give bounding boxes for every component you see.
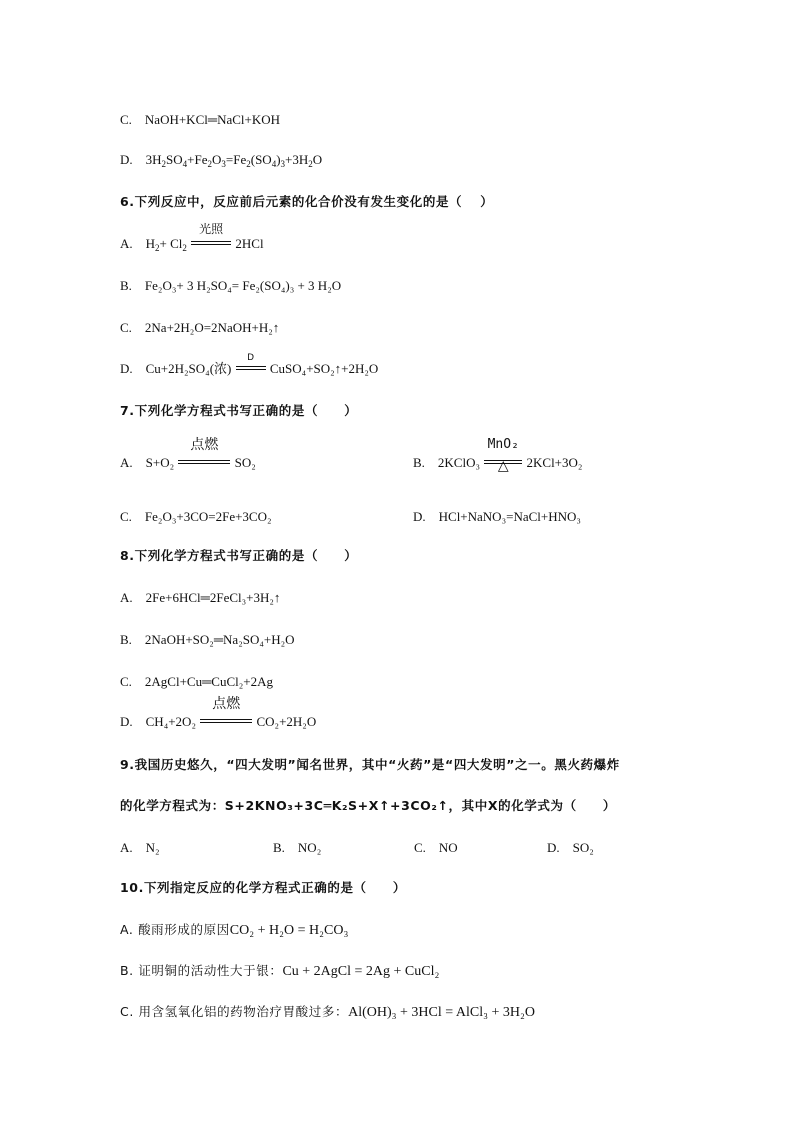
option-text: A. S+O₂ xyxy=(120,455,175,470)
option-7d: D. HCl+NaNO₃=NaCl+HNO₃ xyxy=(413,509,581,524)
subscript: 3 xyxy=(280,159,286,169)
subscript: 2 xyxy=(182,243,187,253)
condition-label: 光照 xyxy=(199,222,224,236)
subscript: 2 xyxy=(161,159,167,169)
option-text: CuSO₄+SO₂↑+2H₂O xyxy=(269,361,379,376)
option-7c: C. Fe₂O₃+3CO=2Fe+3CO₂ xyxy=(120,509,272,524)
option-6c: C. 2Na+2H₂O=2NaOH+H₂↑ xyxy=(120,320,280,335)
option-9c: C. NO xyxy=(414,840,458,855)
question-8-stem: 8.下列化学方程式书写正确的是（ ） xyxy=(120,548,358,563)
equals-arrow xyxy=(178,460,230,464)
catalyst-label: MnO₂ xyxy=(487,437,519,452)
equation: Cu + 2AgCl = 2Ag + CuCl₂ xyxy=(282,964,440,979)
option-text: +3H xyxy=(285,152,309,167)
option-8d xyxy=(120,696,317,730)
question-9-stem-line1: 9.我国历史悠久，“四大发明”闻名世界，其中“火药”是“四大发明”之一。黑火药爆炸 xyxy=(120,757,620,772)
option-text: ) xyxy=(276,152,281,167)
subscript: 4 xyxy=(271,159,277,169)
subscript: 2 xyxy=(308,159,313,169)
option-text: O xyxy=(212,152,222,167)
option-5d xyxy=(120,152,322,168)
option-8b: B. 2NaOH+SO₂═Na₂SO₄+H₂O xyxy=(120,632,295,647)
option-6a xyxy=(120,222,264,253)
question-7-stem: 7.下列化学方程式书写正确的是（ ） xyxy=(120,403,358,418)
equation: CO₂ + H₂O = H₂CO₃ xyxy=(229,923,349,938)
option-10c xyxy=(120,1004,535,1021)
option-9d: D. SO₂ xyxy=(547,840,594,855)
question-6-stem: 6.下列反应中，反应前后元素的化合价没有发生变化的是（ ） xyxy=(120,194,494,209)
option-text: D. Cu+2H₂SO₄(浓) xyxy=(120,361,232,376)
option-6b: B. Fe₂O₃+ 3 H₂SO₄= Fe₂(SO₄)₃ + 3 H₂O xyxy=(120,278,342,293)
subscript: 2 xyxy=(246,159,251,169)
heat-label: △ xyxy=(497,459,509,474)
option-text: 2HCl xyxy=(235,236,264,251)
subscript: 2 xyxy=(207,159,212,169)
reaction-condition xyxy=(236,353,266,377)
option-text: SO₂ xyxy=(234,455,256,470)
option-text: D. CH₄+2O₂ xyxy=(120,714,196,729)
equals-arrow xyxy=(200,719,252,723)
condition-label: 点燃 xyxy=(190,437,219,453)
question-10-stem: 10.下列指定反应的化学方程式正确的是（ ） xyxy=(120,880,406,895)
option-text: C. NaOH+KCl═NaCl+KOH xyxy=(120,112,281,127)
option-text: A. 酸雨形成的原因 xyxy=(120,922,230,937)
option-text: C. 用含氢氧化铝的药物治疗胃酸过多： xyxy=(120,1004,349,1019)
option-5c xyxy=(120,112,280,128)
option-10a xyxy=(120,922,348,939)
reaction-condition xyxy=(191,222,231,252)
option-text: B. 2KClO₃ xyxy=(413,455,481,470)
option-text: =Fe xyxy=(225,152,247,167)
option-8c: C. 2AgCl+Cu═CuCl₂+2Ag xyxy=(120,674,274,689)
option-text: D. 3H xyxy=(120,152,162,167)
option-text: O xyxy=(312,152,323,167)
option-text: A. H xyxy=(120,236,156,251)
condition-label: D xyxy=(247,353,255,363)
option-text: SO xyxy=(166,152,183,167)
reaction-condition xyxy=(200,696,252,730)
option-text: + Cl xyxy=(159,236,183,251)
question-9-stem-line2: 的化学方程式为：S+2KNO₃+3C═K₂S+X↑+3CO₂↑，其中X的化学式为（ ） xyxy=(120,798,616,813)
equals-arrow xyxy=(191,241,231,245)
option-7a xyxy=(120,437,256,471)
option-text: 2KCl+3O₂ xyxy=(526,455,583,470)
option-text: B. 证明铜的活动性大于银： xyxy=(120,963,283,978)
option-9a: A. N₂ xyxy=(120,840,160,855)
option-8a: A. 2Fe+6HCl═2FeCl₃+3H₂↑ xyxy=(120,590,281,605)
subscript: 2 xyxy=(155,243,160,253)
reaction-condition xyxy=(178,437,230,471)
option-text: (SO xyxy=(250,152,272,167)
equation: Al(OH)₃ + 3HCl = AlCl₃ + 3H₂O xyxy=(348,1005,535,1020)
option-6d xyxy=(120,353,379,377)
option-text: +Fe xyxy=(187,152,208,167)
option-text: CO₂+2H₂O xyxy=(256,714,317,729)
condition-label: 点燃 xyxy=(212,696,241,712)
equals-arrow xyxy=(236,366,266,370)
option-10b xyxy=(120,963,439,980)
subscript: 4 xyxy=(182,159,188,169)
subscript: 3 xyxy=(221,159,226,169)
reaction-condition xyxy=(484,437,522,474)
option-7b xyxy=(413,437,583,474)
option-9b: B. NO₂ xyxy=(273,840,322,855)
